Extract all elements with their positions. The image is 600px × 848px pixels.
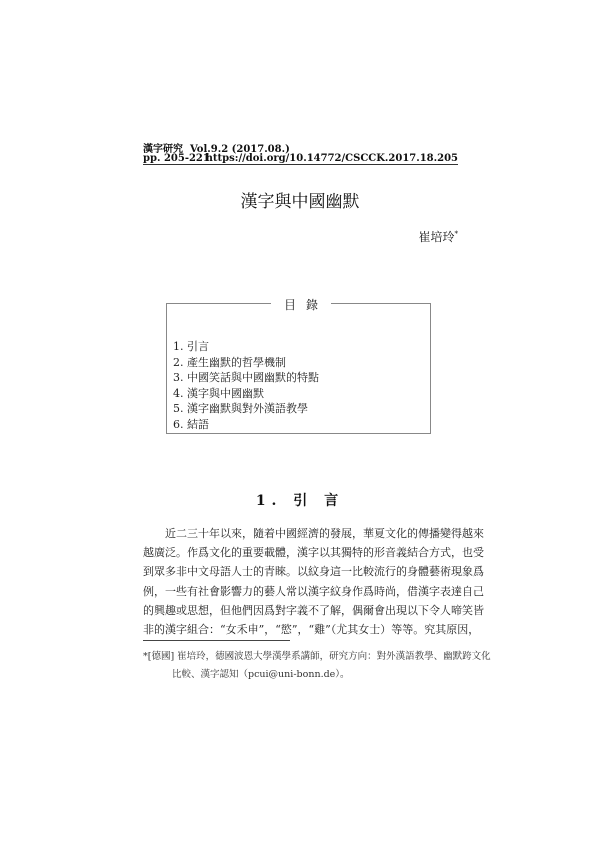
header-rule <box>143 164 458 165</box>
paragraph-line: 越廣泛。作爲文化的重要載體，漢字以其獨特的形音義結合方式，也受 <box>143 546 484 560</box>
toc-item: 5. 漢字幽默與對外漢語教學 <box>173 402 308 416</box>
footnote <box>143 648 491 683</box>
toc-item: 1. 引言 <box>173 340 209 353</box>
author-text: 崔培玲 <box>418 230 455 244</box>
author-name <box>418 228 458 245</box>
footnote-line: *[德國] 崔培玲，德國波恩大學漢學系講師，研究方向：對外漢語教學、幽默跨文化 <box>143 651 491 662</box>
volume-info: Vol.9.2 (2017.08.) <box>189 144 290 155</box>
paragraph-line: 非的漢字組合：“女禾申”，“慾”，“雞”（尤其女士）等等。究其原因， <box>143 623 480 637</box>
author-footnote-mark: * <box>454 230 458 238</box>
footnote-rule <box>143 640 290 641</box>
footnote-line: 比較、漢字認知（pcui@uni-bonn.de）。 <box>172 668 350 680</box>
toc-list <box>173 339 319 433</box>
toc-heading: 目錄 <box>271 296 331 313</box>
paper-title: 漢字與中國幽默 <box>240 192 360 212</box>
paragraph-line: 近二三十年以來，隨着中國經濟的發展，華夏文化的傳播變得越來 <box>143 527 484 540</box>
paragraph-line: 到眾多非中文母語人士的青睞。以紋身這一比較流行的身體藝術現象爲 <box>143 565 484 579</box>
toc-item: 2. 產生幽默的哲學機制 <box>173 355 286 369</box>
page-range: pp. 205-221 <box>143 153 210 164</box>
toc-item: 4. 漢字與中國幽默 <box>173 386 264 400</box>
toc-item: 3. 中國笑話與中國幽默的特點 <box>173 371 319 385</box>
toc-item: 6. 結語 <box>173 417 209 431</box>
doi-link[interactable]: https://doi.org/10.14772/CSCCK.2017.18.205 <box>205 153 458 164</box>
paragraph-line: 例，一些有社會影響力的藝人常以漢字紋身作爲時尚，借漢字表達自己 <box>143 584 484 598</box>
body-paragraph <box>143 524 484 639</box>
section-heading: 1. 引 言 <box>255 493 345 509</box>
journal-name: 漢字研究 <box>143 144 183 155</box>
paragraph-line: 的興趣或思想，但他們因爲對字義不了解，偶爾會出現以下令人啼笑皆 <box>143 603 484 617</box>
